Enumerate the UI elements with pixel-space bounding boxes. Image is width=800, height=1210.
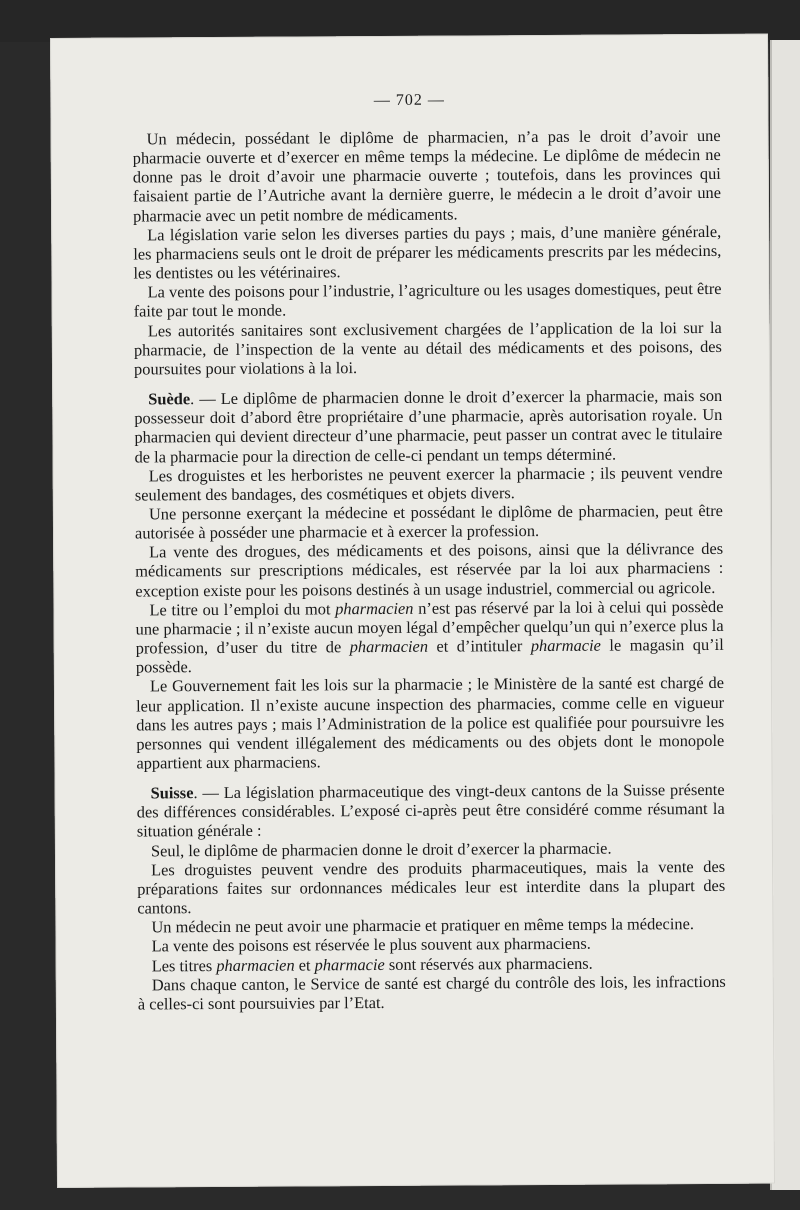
paragraph-3: La vente des poisons pour l’industrie, l’agriculture ou les usages domestiques, peut être faite par tout le monde. xyxy=(133,279,722,321)
facing-page-edge xyxy=(770,40,800,1190)
document-page xyxy=(50,34,775,1188)
italic-term: pharmacien xyxy=(216,955,295,975)
text-run: sont réservés aux pharmaciens. xyxy=(384,953,593,974)
paragraph-14: Un médecin ne peut avoir une pharmacie et pratiquer en même temps la médecine. xyxy=(151,914,694,937)
body-text xyxy=(133,126,726,1014)
section-suede xyxy=(134,386,722,466)
paragraph-8: La vente des drogues, des médicaments et des poisons, ainsi que la délivrance des médicaments sur prescriptions médicales, est réservée par la loi aux pharmaciens : exception existe pour les poisons destinés à un usage industriel, commercial ou agricole. xyxy=(135,539,724,601)
paragraph-15: La vente des poisons est réservée le plus souvent aux pharmaciens. xyxy=(151,934,591,956)
text-run: et d’intituler xyxy=(427,636,531,656)
paragraph-6: Les droguistes et les herboristes ne peuvent exercer la pharmacie ; ils peuvent vendre seulement des bandages, des cosmétiques et objets divers. xyxy=(134,462,723,505)
section-suede-text: . — Le diplôme de pharmacien donne le droit d’exercer la pharmacie, mais son possesseur doit d’abord être propriétaire d’une pharmacie, après autorisation royale. Un pharmacien qui devient directeur d’une pharmacie, peut passer un contrat avec le titulaire de la pharmacie pour la direction de celle-ci pendant un temps déterminé. xyxy=(134,385,723,466)
paragraph-10: Le Gouvernement fait les lois sur la pharmacie ; le Ministère de la santé est chargé de leur application. Il n’existe aucune inspection des pharmacies, comme celle en vigueur dans les autres pays ; mais l’Administration de la police est qualifiée pour poursuivre les personnes qui vendent illégalement des médicaments ou des objets dont le monopole appartient aux pharmaciens. xyxy=(136,673,725,773)
italic-term: pharmacie xyxy=(314,954,385,974)
section-suisse xyxy=(137,780,725,841)
section-heading-suede: Suède xyxy=(148,389,191,409)
text-run: Les titres xyxy=(151,955,217,975)
text-run: et xyxy=(294,954,315,975)
paragraph-4: Les autorités sanitaires sont exclusivement chargées de l’application de la loi sur la pharmacie, de l’inspection de la vente au détail des médicaments et des poisons, des poursuites pour violations à la loi. xyxy=(133,317,722,379)
text-run: Le titre ou l’emploi du mot xyxy=(149,599,336,620)
paragraph-2: La législation varie selon les diverses parties du pays ; mais, d’une manière générale, les pharmaciens seuls ont le droit de préparer les médicaments prescrits par les médecins, les dentistes ou les vétérinaires. xyxy=(133,221,722,283)
section-suisse-text: . — La législation pharmaceutique des vingt-deux cantons de la Suisse présente des différences considérables. L’exposé ci-après peut être considéré comme résumant la situation générale : xyxy=(136,780,725,841)
paragraph-9 xyxy=(135,597,723,677)
paragraph-1: Un médecin, possédant le diplôme de pharmacien, n’a pas le droit d’avoir une pharmacie ouverte et d’exercer en même temps la médecine. Le diplôme de médecin ne donne pas le droit d’avoir une pharmacie ouverte ; toutefois, dans les provinces qui faisaient partie de l’Autriche avant la dernière guerre, le médecin a le droit d’avoir une pharmacie avec un petit nombre de médicaments. xyxy=(132,125,722,226)
page-number: — 702 — xyxy=(373,91,445,110)
section-heading-suisse: Suisse xyxy=(150,783,194,803)
text-run: n’est pas réservé par la loi à celui qui possède une pharmacie ; il n’existe aucun moyen légal d’empêcher quelqu’un qui n’exerce plus la profession, d’user du titre de xyxy=(135,596,724,658)
italic-term: pharmacie xyxy=(530,635,601,656)
italic-term: pharmacien xyxy=(335,598,414,619)
paragraph-13: Les droguistes peuvent vendre des produits pharmaceutiques, mais la vente des préparations faites sur ordonnances médicales leur est interdite dans la plupart des cantons. xyxy=(137,856,726,918)
paragraph-7: Une personne exerçant la médecine et possédant le diplôme de pharmacien, peut être autorisée à posséder une pharmacie et à exercer la profession. xyxy=(134,500,723,543)
paragraph-12: Seul, le diplôme de pharmacien donne le droit d’exercer la pharmacie. xyxy=(150,838,612,861)
text-run: le magasin qu’il possède. xyxy=(135,634,724,677)
italic-term: pharmacien xyxy=(349,636,429,657)
paragraph-17: Dans chaque canton, le Service de santé est chargé du contrôle des lois, les infractions à celles-ci sont poursuivies par l’Etat. xyxy=(137,971,726,1014)
